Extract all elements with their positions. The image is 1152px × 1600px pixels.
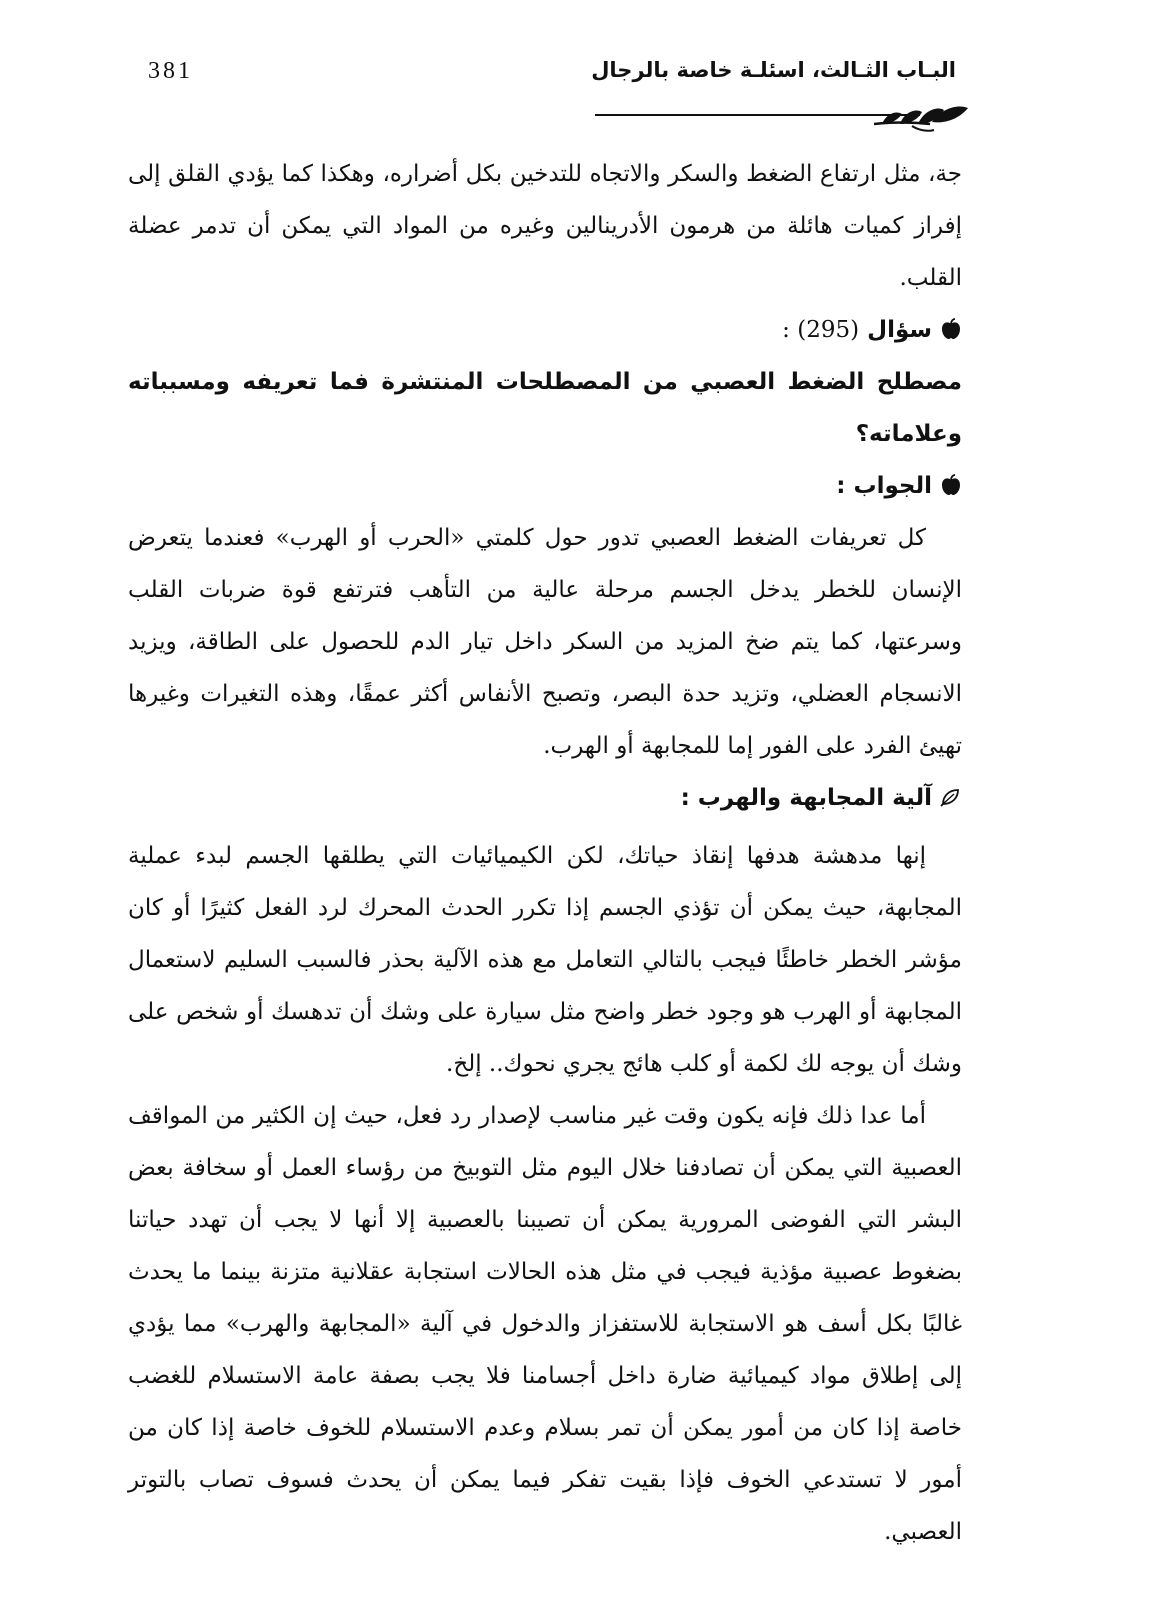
running-title: البـاب الثـالث، اسئلـة خاصة بالرجال — [591, 58, 956, 82]
answer-label: الجواب : — [836, 473, 932, 499]
page-body — [128, 148, 962, 1558]
question-text: مصطلح الضغط العصبي من المصطلحات المنتشرة فما تعريفه ومسبباته وعلاماته؟ — [128, 369, 962, 447]
leaf-ornament-icon — [872, 100, 970, 134]
apple-bullet-icon — [940, 318, 962, 340]
apple-bullet-icon — [940, 474, 962, 496]
question-label: سؤال — [867, 317, 932, 343]
page-header — [148, 58, 956, 106]
paragraph-4: أما عدا ذلك فإنه يكون وقت غير مناسب لإصدار رد فعل، حيث إن الكثير من المواقف العصبية التي يمكن أن تصادفنا خلال اليوم مثل التوبيخ من رؤساء العمل أو سخافة بعض البشر التي الفوضى المرورية يمكن أن تصيبنا بالعصبية إلا أنها لا يجب أن تهدد حياتنا بضغوط عصبية مؤذية فيجب في مثل هذه الحالات استجابة عقلانية متزنة بينما ما يحدث غالبًا بكل أسف هو الاستجابة للاستفزاز والدخول في آلية «المجابهة والهرب» مما يؤدي إلى إطلاق مواد كيميائية ضارة داخل أجسامنا فلا يجب بصفة عامة الاستسلام للغضب خاصة إذا كان من أمور يمكن أن تمر بسلام وعدم الاستسلام للخوف خاصة إذا كان من أمور لا تستدعي الخوف فإذا بقيت تفكر فيما يمكن أن يحدث فسوف تصاب بالتوتر العصبي. — [128, 1103, 962, 1545]
question-heading — [128, 304, 962, 356]
answer-heading — [128, 460, 962, 512]
subheading — [128, 772, 962, 824]
leaf-marker-icon — [940, 787, 962, 807]
question-number: (295) : — [782, 317, 860, 343]
paragraph-3: إنها مدهشة هدفها إنقاذ حياتك، لكن الكيميائيات التي يطلقها الجسم لبدء عملية المجابهة، حيث يمكن أن تؤذي الجسم إذا تكرر الحدث المحرك لرد الفعل كثيرًا أو كان مؤشر الخطر خاطئًا فيجب بالتالي التعامل مع هذه الآلية بحذر فالسبب السليم لاستعمال المجابهة أو الهرب هو وجود خطر واضح مثل سيارة على وشك أن تدهسك أو شخص على وشك أن يوجه لك لكمة أو كلب هائج يجري نحوك.. إلخ. — [128, 843, 962, 1077]
page-number: 381 — [148, 58, 193, 84]
intro-paragraph: جة، مثل ارتفاع الضغط والسكر والاتجاه للتدخين بكل أضراره، وهكذا كما يؤدي القلق إلى إفراز كميات هائلة من هرمون الأدرينالين وغيره من المواد التي يمكن أن تدمر عضلة القلب. — [128, 161, 962, 291]
subheading-text: آلية المجابهة والهرب : — [680, 785, 932, 811]
answer-paragraph: كل تعريفات الضغط العصبي تدور حول كلمتي «الحرب أو الهرب» فعندما يتعرض الإنسان للخطر يدخل الجسم مرحلة عالية من التأهب فترتفع قوة ضربات القلب وسرعتها، كما يتم ضخ المزيد من السكر داخل تيار الدم للحصول على الطاقة، ويزيد الانسجام العضلي، وتزيد حدة البصر، وتصبح الأنفاس أكثر عمقًا، وهذه التغيرات وغيرها تهيئ الفرد على الفور إما للمجابهة أو الهرب. — [128, 525, 962, 759]
